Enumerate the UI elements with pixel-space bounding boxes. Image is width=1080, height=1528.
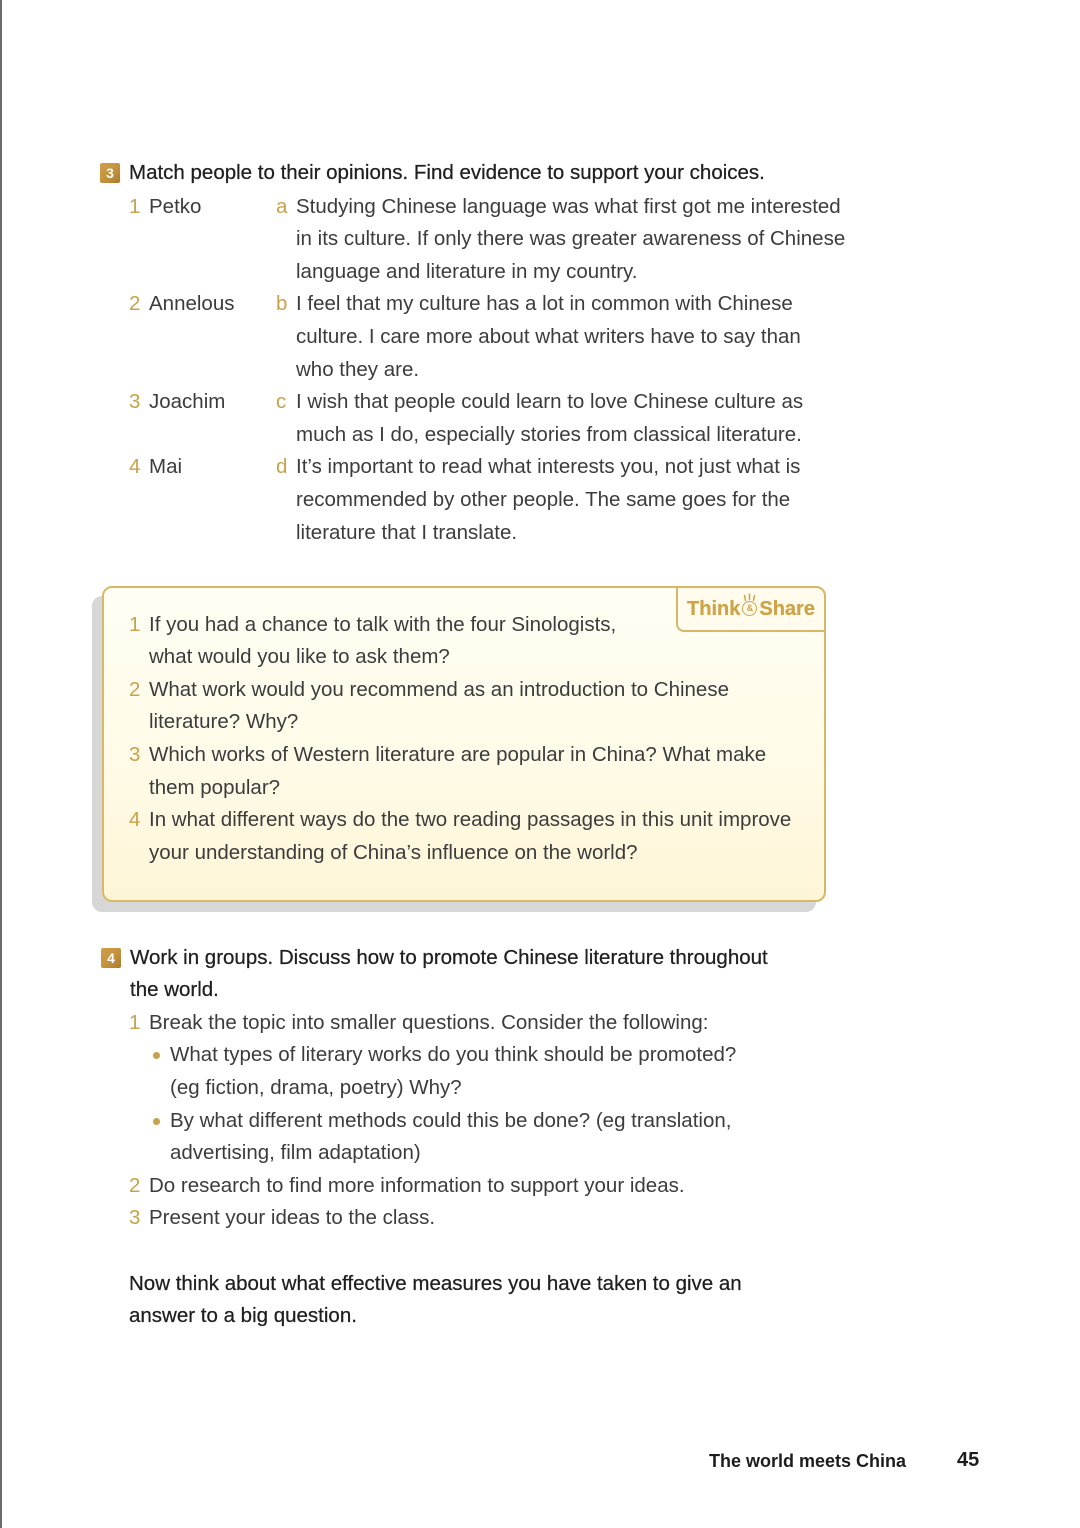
opinion-text xyxy=(296,386,803,451)
step-item xyxy=(129,1202,736,1235)
person-row xyxy=(129,288,845,386)
opinion-line: who they are. xyxy=(296,357,420,381)
opinion-line: in its culture. If only there was greater awareness of Chinese xyxy=(296,227,846,251)
person-name: Mai xyxy=(149,455,183,479)
step-number: 1 xyxy=(129,1010,141,1034)
opinion-line: culture. I care more about what writers have to say than xyxy=(296,324,801,348)
question-number: 1 xyxy=(129,612,141,636)
section-4-badge: 4 xyxy=(101,948,121,968)
person-row xyxy=(129,386,845,451)
section-4-heading xyxy=(101,942,768,1007)
think-label: Think xyxy=(687,597,741,620)
question-item xyxy=(129,609,791,674)
opinion-line: It’s important to read what interests you, not just what is xyxy=(296,455,801,479)
question-number: 3 xyxy=(129,743,141,767)
bullet-list xyxy=(129,1039,736,1169)
step-number: 2 xyxy=(129,1173,141,1197)
question-line: them popular? xyxy=(149,775,281,799)
person-row xyxy=(129,191,845,289)
question-line: If you had a chance to talk with the four Sinologists, xyxy=(149,612,617,636)
person-number: 1 xyxy=(129,194,141,218)
question-number: 4 xyxy=(129,808,141,832)
section-4-title-line: Work in groups. Discuss how to promote Chinese literature throughout xyxy=(130,945,768,969)
footer-unit-title: The world meets China xyxy=(708,1451,906,1471)
person-row xyxy=(129,451,845,549)
think-share-box xyxy=(102,586,826,902)
step-text: Do research to find more information to support your ideas. xyxy=(149,1173,685,1197)
bullet-dot-icon xyxy=(149,1039,170,1072)
section-4-title-line: the world. xyxy=(130,978,219,1002)
person-number: 3 xyxy=(129,390,141,414)
bullet-line: (eg fiction, drama, poetry) Why? xyxy=(170,1076,462,1100)
person-number: 2 xyxy=(129,292,141,316)
section-3-title: Match people to their opinions. Find evidence to support your choices. xyxy=(129,161,765,184)
opinion-line: literature that I translate. xyxy=(296,520,518,544)
question-line: your understanding of China’s influence on the world? xyxy=(149,840,638,864)
person-name: Joachim xyxy=(149,390,226,414)
share-label: Share xyxy=(759,597,815,620)
opinion-text xyxy=(296,451,800,549)
reflection-prompt xyxy=(129,1268,742,1333)
question-number: 2 xyxy=(129,677,141,701)
page-edge-line xyxy=(0,0,2,1528)
section-4-steps xyxy=(129,1007,736,1235)
bullet-dot-icon xyxy=(149,1105,170,1138)
page-number: 45 xyxy=(957,1449,980,1471)
bullet-line: advertising, film adaptation) xyxy=(170,1141,421,1165)
bullet-line: What types of literary works do you think should be promoted? xyxy=(170,1043,737,1067)
question-item xyxy=(129,739,791,804)
sparkle-icon xyxy=(742,593,757,601)
question-item xyxy=(129,674,791,739)
question-line: What work would you recommend as an introduction to Chinese xyxy=(149,677,729,701)
opinion-text xyxy=(296,191,845,289)
bullet-line: By what different methods could this be done? (eg translation, xyxy=(170,1108,732,1132)
person-name: Petko xyxy=(149,194,202,218)
bullet-item xyxy=(149,1039,736,1104)
question-line: what would you like to ask them? xyxy=(149,645,450,669)
reflection-line: Now think about what effective measures you have taken to give an xyxy=(129,1271,742,1295)
step-text: Break the topic into smaller questions. Consider the following: xyxy=(149,1010,709,1034)
section-3-badge: 3 xyxy=(100,163,120,183)
opinion-line: Studying Chinese language was what first got me interested xyxy=(296,194,841,218)
step-number: 3 xyxy=(129,1206,141,1230)
opinion-text xyxy=(296,288,801,386)
person-name: Annelous xyxy=(149,292,235,316)
opinion-line: I wish that people could learn to love Chinese culture as xyxy=(296,390,804,414)
opinion-letter: d xyxy=(276,455,288,479)
section-3-heading xyxy=(100,157,765,190)
opinion-line: recommended by other people. The same goes for the xyxy=(296,487,791,511)
step-item xyxy=(129,1007,736,1040)
opinion-line: much as I do, especially stories from classical literature. xyxy=(296,422,802,446)
question-line: In what different ways do the two reading passages in this unit improve xyxy=(149,808,792,832)
opinion-letter: b xyxy=(276,292,288,316)
people-opinions-list xyxy=(129,191,845,550)
question-line: Which works of Western literature are popular in China? What make xyxy=(149,743,767,767)
bullet-item xyxy=(149,1105,736,1170)
question-line: literature? Why? xyxy=(149,710,299,734)
think-share-questions xyxy=(129,609,791,870)
question-item xyxy=(129,804,791,869)
opinion-letter: a xyxy=(276,194,288,218)
step-item xyxy=(129,1170,736,1203)
step-text: Present your ideas to the class. xyxy=(149,1206,436,1230)
reflection-line: answer to a big question. xyxy=(129,1304,357,1328)
opinion-line: language and literature in my country. xyxy=(296,259,638,283)
person-number: 4 xyxy=(129,455,141,479)
ampersand-circle-icon: & xyxy=(742,601,757,616)
opinion-letter: c xyxy=(276,390,287,414)
opinion-line: I feel that my culture has a lot in common with Chinese xyxy=(296,292,793,316)
